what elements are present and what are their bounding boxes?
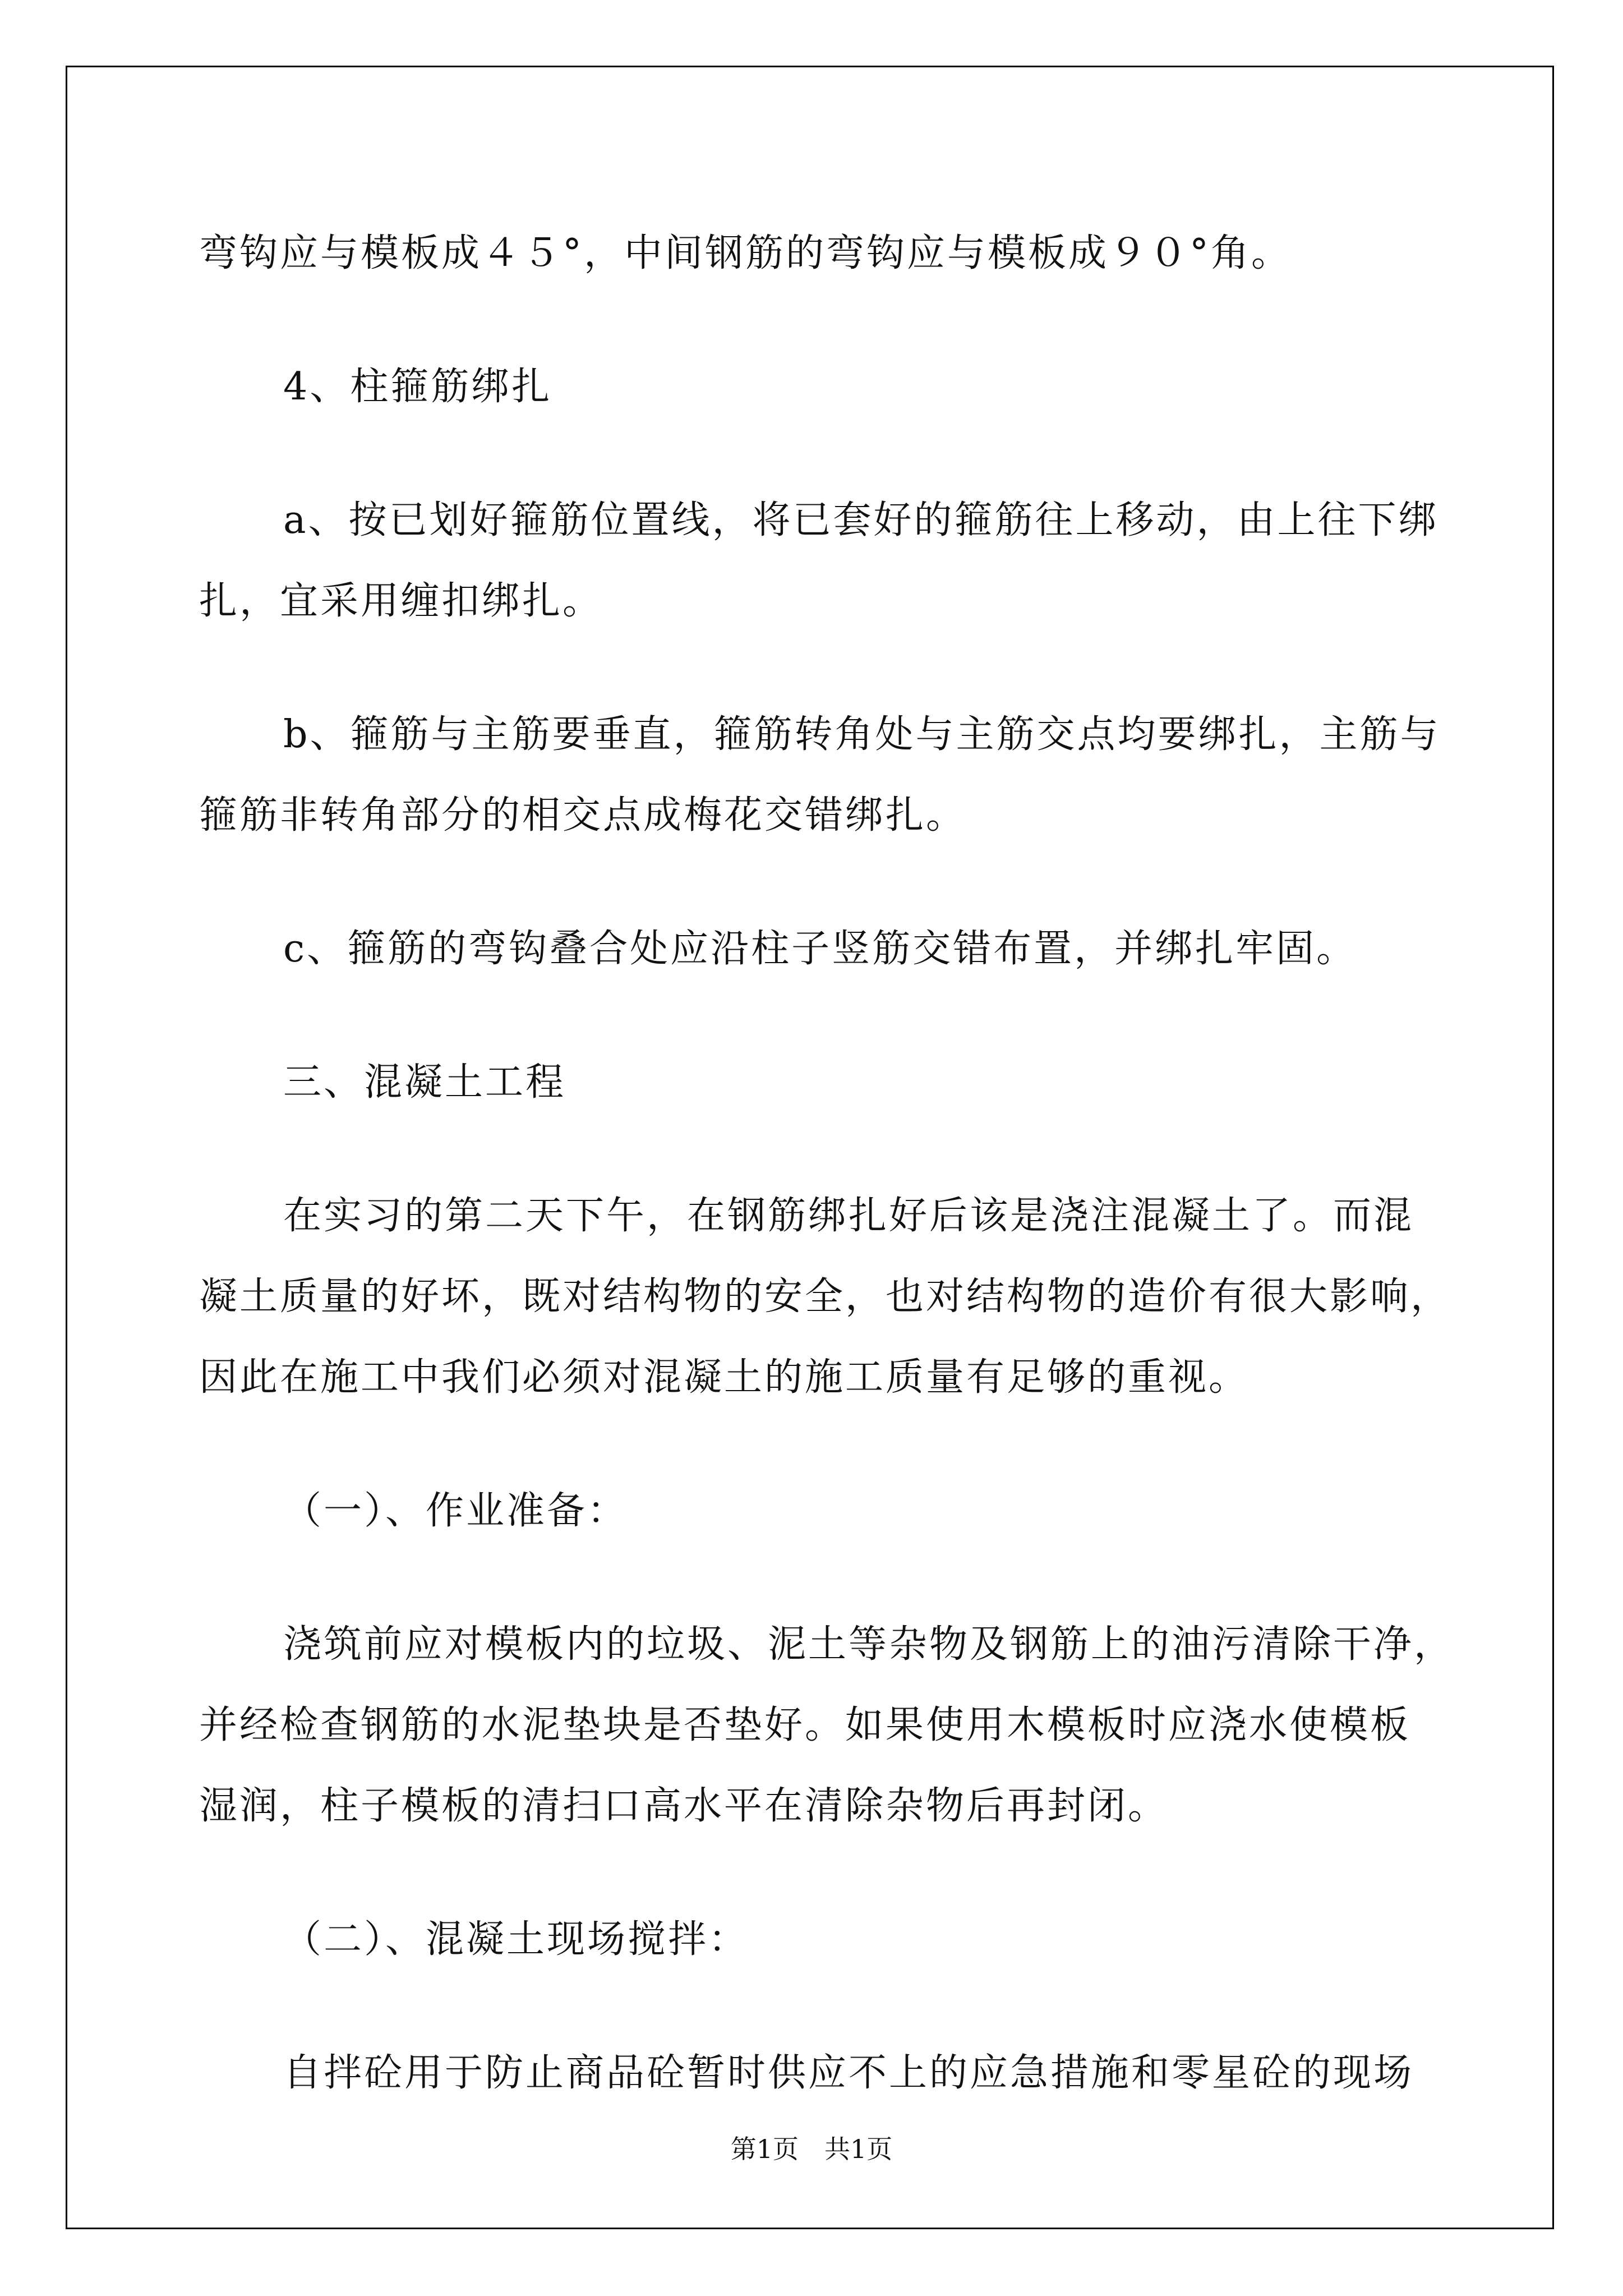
text-line: 凝土质量的好坏，既对结构物的安全，也对结构物的造价有很大影响， bbox=[199, 1274, 1451, 1319]
paragraph bbox=[199, 909, 1427, 990]
text-line: 4、柱箍筋绑扎 bbox=[283, 365, 552, 409]
text-line: 并经检查钢筋的水泥垫块是否垫好。如果使用木模板时应浇水使模板 bbox=[199, 1703, 1411, 1747]
text-line: 自拌砼用于防止商品砼暂时供应不上的应急措施和零星砼的现场 bbox=[283, 2051, 1414, 2095]
text-line: a、按已划好箍筋位置线，将已套好的箍筋往上移动，由上往下绑 bbox=[283, 498, 1439, 542]
paragraph bbox=[199, 213, 1427, 294]
text-line: 三、混凝土工程 bbox=[283, 1060, 566, 1105]
text-line: b、箍筋与主筋要垂直，箍筋转角处与主筋交点均要绑扎，主筋与 bbox=[283, 712, 1441, 757]
text-line: （一）、作业准备： bbox=[283, 1489, 628, 1533]
paragraph bbox=[199, 694, 1441, 856]
text-line: 湿润，柱子模板的清扫口高水平在清除杂物后再封闭。 bbox=[199, 1784, 1169, 1828]
text-line: 箍筋非转角部分的相交点成梅花交错绑扎。 bbox=[199, 793, 967, 838]
paragraph bbox=[199, 480, 1439, 642]
text-line: 扎，宜采用缠扣绑扎。 bbox=[199, 579, 603, 623]
text-line: 因此在施工中我们必须对混凝土的施工质量有足够的重视。 bbox=[199, 1355, 1249, 1400]
section-heading bbox=[199, 1471, 1427, 1552]
paragraph bbox=[199, 1176, 1451, 1418]
section-heading bbox=[199, 1042, 1427, 1123]
section-heading bbox=[199, 347, 1427, 427]
text-line: c、箍筋的弯钩叠合处应沿柱子竖筋交错布置，并绑扎牢固。 bbox=[283, 927, 1357, 971]
text-line: 在实习的第二天下午，在钢筋绑扎好后该是浇注混凝土了。而混 bbox=[283, 1194, 1414, 1238]
paragraph bbox=[199, 1604, 1455, 1847]
page-number: 第1页 共1页 bbox=[730, 2134, 893, 2164]
paragraph bbox=[199, 2033, 1427, 2114]
text-line: 浇筑前应对模板内的垃圾、泥土等杂物及钢筋上的油污清除干净， bbox=[283, 1622, 1455, 1667]
text-line: 弯钩应与模板成４５°，中间钢筋的弯钩应与模板成９０°角。 bbox=[199, 231, 1292, 275]
text-line: （二）、混凝土现场搅拌： bbox=[283, 1917, 749, 1962]
section-heading bbox=[199, 1899, 1427, 1980]
document-body bbox=[199, 213, 1455, 2166]
